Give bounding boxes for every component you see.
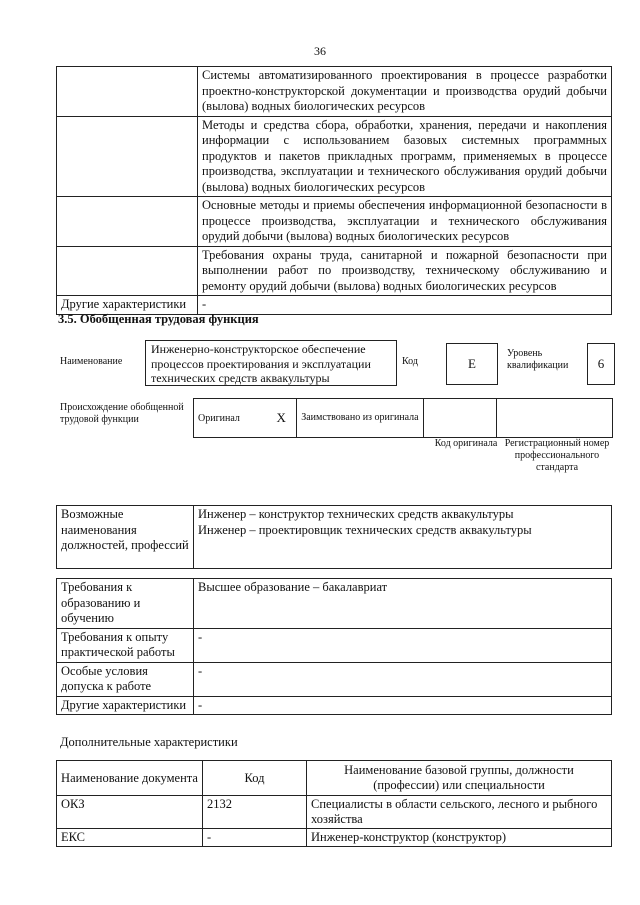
table-header-row <box>57 761 612 796</box>
other-characteristics-value: - <box>198 296 612 315</box>
table-row <box>57 579 612 629</box>
table-row <box>57 662 612 696</box>
additional-table <box>56 760 612 847</box>
table-cell: Основные методы и приемы обеспечения информационной безопасности в процессе производства, эксплуатации и технического обслуживания орудий добычи (вылова) водных биологических ресурсов <box>198 197 612 247</box>
table-row <box>57 796 612 829</box>
requirement-value: - <box>194 696 612 715</box>
table-cell <box>57 197 198 247</box>
requirement-label: Требования к образованию и обучению <box>57 579 194 629</box>
table-row <box>57 628 612 662</box>
reg-number-cell <box>497 399 613 438</box>
code-cell: 2132 <box>203 796 307 829</box>
code-label: Код <box>402 356 418 367</box>
reg-number-label: Регистрационный номер профессионального стандарта <box>504 438 610 473</box>
table-row <box>57 829 612 847</box>
doc-cell: ЕКС <box>57 829 203 847</box>
requirement-label: Требования к опыту практической работы <box>57 628 194 662</box>
table-row <box>194 399 613 438</box>
table-row <box>57 197 612 247</box>
table-row <box>57 696 612 715</box>
section-title: 3.5. Обобщенная трудовая функция <box>58 312 259 326</box>
other-characteristics-label: Другие характеристики <box>57 296 198 315</box>
column-header: Код <box>203 761 307 796</box>
requirement-label: Особые условия допуска к работе <box>57 662 194 696</box>
table-cell: Системы автоматизированного проектирования в процессе разработки проектно-конструкторской документации и производства орудий добычи (вылова) водных биологических ресурсов <box>198 67 612 117</box>
name-cell: Специалисты в области сельского, лесного и рыбного хозяйства <box>307 796 612 829</box>
requirement-value: - <box>194 662 612 696</box>
job-titles-table <box>56 505 612 569</box>
table-row <box>57 246 612 296</box>
doc-cell: ОКЗ <box>57 796 203 829</box>
original-mark: X <box>266 399 296 438</box>
table-row <box>57 67 612 117</box>
origin-code-label: Код оригинала <box>434 438 498 449</box>
code-value: E <box>446 343 498 385</box>
requirement-value: - <box>194 628 612 662</box>
requirement-label: Другие характеристики <box>57 696 194 715</box>
name-value: Инженерно-конструкторское обеспечение процессов проектирования и эксплуатации технических средств аквакультуры <box>145 340 397 386</box>
knowledge-table <box>56 66 612 315</box>
table-cell <box>57 246 198 296</box>
level-value: 6 <box>587 343 615 385</box>
job-title: Инженер – конструктор технических средств аквакультуры <box>198 507 514 521</box>
job-title: Инженер – проектировщик технических средств аквакультуры <box>198 522 532 537</box>
code-cell: - <box>203 829 307 847</box>
table-cell <box>57 116 198 197</box>
table-cell: Требования охраны труда, санитарной и пожарной безопасности при выполнении работ по производству, техническому обслуживанию и ремонту орудий добычи (вылова) водных биологических ресурсов <box>198 246 612 296</box>
borrowed-label: Заимствовано из оригинала <box>297 399 424 438</box>
table-cell <box>57 67 198 117</box>
table-row <box>57 506 612 569</box>
column-header: Наименование документа <box>57 761 203 796</box>
table-row <box>57 116 612 197</box>
level-label: Уровень квалификации <box>507 348 569 371</box>
origin-table <box>193 398 613 438</box>
table-cell: Методы и средства сбора, обработки, хранения, передачи и накопления информации с использованием базовых системных программных продуктов и пакетов прикладных программ, применяемых в процессе производства, эксплуатации и технического обслуживания орудий добычи (вылова) водных биологических ресурсов <box>198 116 612 197</box>
name-cell: Инженер-конструктор (конструктор) <box>307 829 612 847</box>
additional-title: Дополнительные характеристики <box>60 735 238 749</box>
requirement-value: Высшее образование – бакалавриат <box>194 579 612 629</box>
origin-code-cell <box>423 399 496 438</box>
job-titles-values <box>194 506 612 569</box>
name-label: Наименование <box>60 356 123 367</box>
origin-label: Происхождение обобщенной трудовой функции <box>60 402 184 425</box>
original-label: Оригинал <box>194 399 267 438</box>
job-titles-label: Возможные наименования должностей, профессий <box>57 506 194 569</box>
page-number: 36 <box>314 44 326 58</box>
column-header: Наименование базовой группы, должности (профессии) или специальности <box>307 761 612 796</box>
requirements-table <box>56 578 612 715</box>
